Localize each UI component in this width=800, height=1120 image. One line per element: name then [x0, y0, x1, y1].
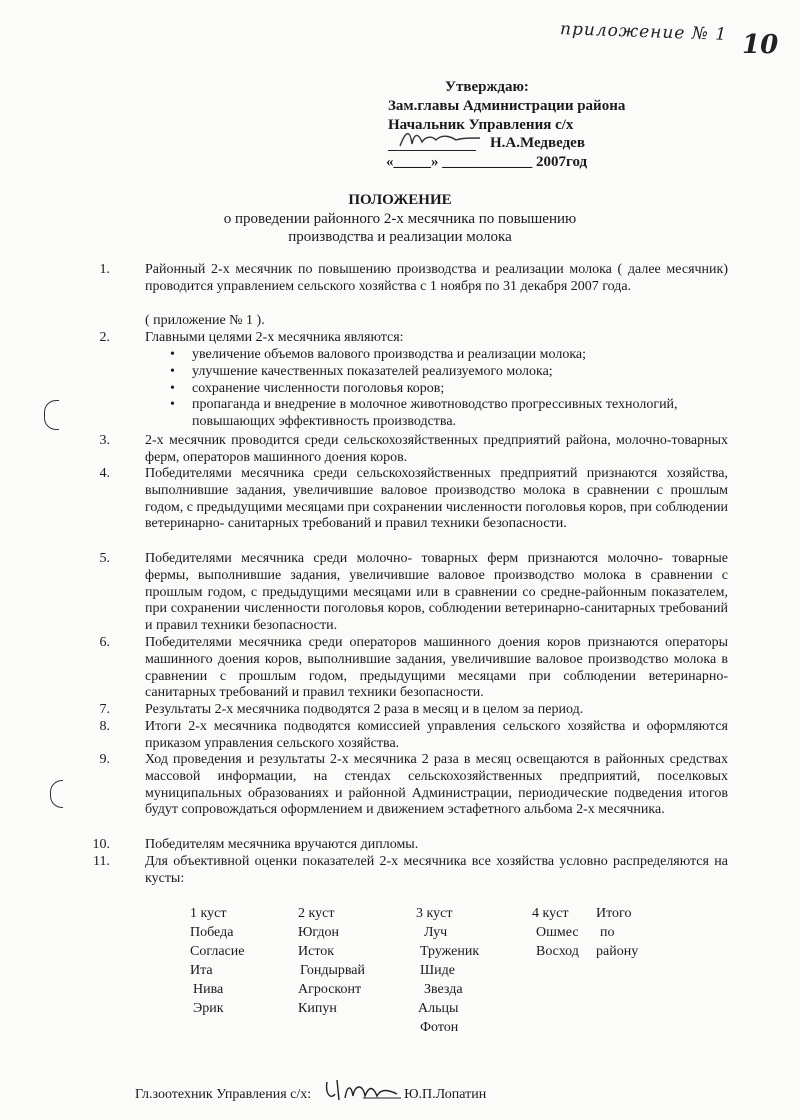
approval-position: Зам.главы Администрации района — [388, 98, 626, 114]
list-item — [99, 330, 728, 347]
list-item — [99, 752, 728, 819]
item-number: 9. — [99, 752, 110, 767]
handwritten-appendix-note: приложение № 1 — [559, 19, 728, 45]
cluster-column-3 — [416, 904, 479, 1037]
cluster-farm: Труженик — [420, 944, 480, 959]
approval-heading: Утверждаю: — [445, 79, 529, 95]
cluster-farm: Альцы — [418, 1001, 459, 1016]
cluster-farm: Нива — [193, 982, 224, 997]
cluster-header: 3 куст — [416, 906, 453, 921]
approval-department: Начальник Управления с/х — [388, 117, 574, 133]
cluster-farm: Гондырвай — [300, 963, 366, 978]
cluster-column-total — [596, 904, 638, 961]
cluster-farm: Луч — [424, 925, 448, 940]
cluster-farm: Ита — [190, 963, 213, 978]
footer-position: Гл.зоотехник Управления с/х: — [135, 1087, 312, 1102]
item-number: 7. — [99, 702, 110, 717]
footer-signature — [323, 1076, 401, 1104]
cluster-farm: Согласие — [190, 944, 245, 959]
cluster-farm: Югдон — [298, 925, 340, 940]
item-number: 5. — [99, 551, 110, 566]
cluster-column-4 — [532, 904, 579, 961]
approval-signature — [396, 126, 486, 152]
cluster-farm: по — [600, 925, 615, 940]
footer-signature-line — [135, 1070, 486, 1103]
punch-hole-mark — [44, 400, 59, 430]
item-text: Итоги 2-х месячника подводятся комиссией управления сельского хозяйства и оформляются приказом управления сельского хозяйства. — [145, 719, 728, 751]
list-item — [99, 466, 728, 533]
cluster-header: Итого — [596, 906, 632, 921]
cluster-farm: Фотон — [420, 1020, 459, 1035]
approval-date: «_____» ____________ 2007год — [386, 154, 588, 170]
cluster-farm: Ошмес — [536, 925, 579, 940]
list-item — [99, 262, 728, 296]
item-number: 2. — [99, 330, 110, 345]
list-item — [99, 433, 728, 467]
list-item — [99, 702, 728, 719]
document-subtitle-line2: производства и реализации молока — [288, 229, 512, 245]
item-number: 4. — [99, 466, 110, 481]
document-subtitle-line1: о проведении районного 2-х месячника по повышению — [223, 211, 577, 227]
item-text: Победителями месячника среди операторов машинного доения коров признаются операторы машинного доения коров, выполнившие задания, увеличившие валовое производство молока в сравнении с прошлым годом, предыдущими месяцами при соблюдении ветеринарно- санитарных требований и правил техники безопасности. — [145, 635, 728, 701]
cluster-farm: Восход — [536, 944, 579, 959]
cluster-farm: Исток — [298, 944, 335, 959]
item-number: 3. — [99, 433, 110, 448]
item-text: Для объективной оценки показателей 2-х месячника все хозяйства условно распределяются на кусты: — [145, 854, 728, 886]
cluster-farm: району — [596, 944, 639, 959]
cluster-column-2 — [298, 904, 365, 1018]
item-text: Главными целями 2-х месячника являются: — [145, 330, 404, 345]
item-text: Районный 2-х месячник по повышению производства и реализации молока ( далее месячник) проводится управлением сельского хозяйства с 1 ноября по 31 декабря 2007 года. — [145, 262, 728, 294]
item-number: 10. — [92, 837, 110, 852]
list-item — [99, 719, 728, 753]
goal-item: • пропаганда и внедрение в молочное животноводство прогрессивных технологий, повышающих эффективность производства. — [168, 397, 737, 431]
approval-signer: Н.А.Медведев — [490, 135, 585, 151]
item-text: 2-х месячник проводится среди сельскохозяйственных предприятий района, молочно-товарных ферм, операторов машинного доения коров. — [145, 433, 728, 465]
goal-item: • сохранение численности поголовья коров; — [168, 381, 738, 398]
item-text: Ход проведения и результаты 2-х месячника 2 раза в месяц освещаются в районных средствах массовой информации, на стендах сельскохозяйственных предприятий, поселковых муниципальных образованиях и районной Администрации, периодические подведения итогов будут сопровождаться оформлением и движением эстафетного альбома 2-х месячника. — [145, 752, 728, 818]
item-text: Победителями месячника среди молочно- товарных ферм признаются молочно- товарные фермы, выполнившие задания, увеличившие валовое производство молока в сравнении с прошлым годом, с предыдущими месяцами или в сравнении со средне-районным показателем, при сохранении численности поголовья коров, соблюдении ветеринарно-санитарных требований и правил техники безопасности. — [145, 551, 728, 634]
cluster-farm: Звезда — [424, 982, 463, 997]
list-item — [118, 313, 728, 330]
cluster-header: 1 куст — [190, 906, 227, 921]
cluster-header: 4 куст — [532, 906, 569, 921]
footer-name: Ю.П.Лопатин — [404, 1087, 487, 1102]
cluster-farm: Шиде — [420, 963, 455, 978]
punch-hole-mark — [50, 780, 63, 808]
item-number: 11. — [93, 854, 110, 869]
cluster-header: 2 куст — [298, 906, 335, 921]
cluster-farm: Победа — [190, 925, 234, 940]
document-title: ПОЛОЖЕНИЕ — [348, 192, 452, 208]
item-number: 8. — [99, 719, 110, 734]
item-text: Победителями месячника среди сельскохозяйственных предприятий признаются хозяйства, выполнившие задания, увеличившие валовое производство молока в сравнении с прошлым годом, с предыдущими месяцами при сохранении численности поголовья коров, при соблюдении ветеринарно- санитарных требований и правил техники безопасности. — [145, 466, 728, 532]
cluster-column-1 — [190, 904, 245, 1018]
list-item — [93, 854, 728, 888]
goal-item: • увеличение объемов валового производства и реализации молока; — [168, 347, 738, 364]
item-text: ( приложение № 1 ). — [145, 313, 265, 328]
cluster-farm: Кипун — [298, 1001, 337, 1016]
list-item — [92, 837, 728, 854]
cluster-farm: Агросконт — [298, 982, 362, 997]
list-item — [99, 551, 728, 635]
item-text: Результаты 2-х месячника подводятся 2 раза в месяц и в целом за период. — [145, 702, 584, 717]
handwritten-page-number: 10 — [742, 30, 779, 60]
list-item — [99, 635, 728, 702]
item-text: Победителям месячника вручаются дипломы. — [145, 837, 419, 852]
cluster-farm: Эрик — [193, 1001, 224, 1016]
item-number: 1. — [99, 262, 110, 277]
goal-item: • улучшение качественных показателей реализуемого молока; — [168, 364, 738, 381]
goals-list — [168, 347, 738, 431]
item-number: 6. — [99, 635, 110, 650]
